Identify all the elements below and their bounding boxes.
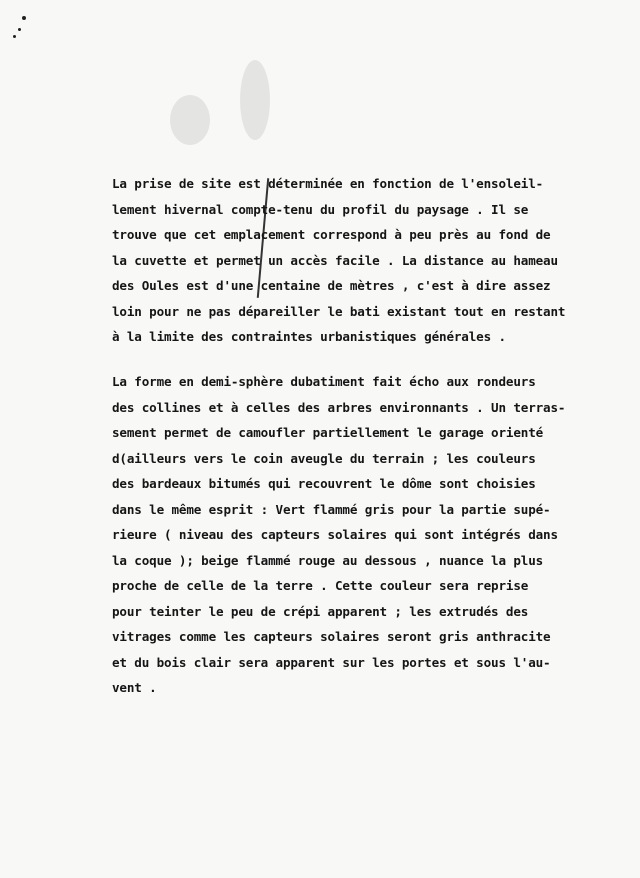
- scan-smudge: [240, 60, 270, 140]
- text-line: La prise de site est déterminée en fonction de l'ensoleil-: [112, 176, 544, 191]
- text-line: dans le même esprit : Vert flammé gris pour la partie supé-: [112, 501, 551, 517]
- text-line: proche de celle de la terre . Cette couleur sera reprise: [112, 578, 529, 593]
- text-line: la cuvette et permet un accès facile . La distance au hameau: [112, 252, 558, 268]
- paragraph-site: [112, 171, 572, 350]
- text-line: des Oules est d'une centaine de mètres , c'est à dire assez: [112, 278, 551, 293]
- ink-speck: [13, 35, 16, 38]
- text-line: la coque ); beige flammé rouge au dessous , nuance la plus: [112, 552, 544, 568]
- text-line: vitrages comme les capteurs solaires seront gris anthracite: [112, 629, 551, 644]
- paragraph-form: [112, 369, 572, 701]
- text-line: rieure ( niveau des capteurs solaires qui sont intégrés dans: [112, 527, 558, 542]
- text-line: trouve que cet emplacement correspond à peu près au fond de: [112, 227, 551, 242]
- text-line: loin pour ne pas dépareiller le bati existant tout en restant: [112, 303, 566, 319]
- text-line: des bardeaux bitumés qui recouvrent le dôme sont choisies: [112, 476, 536, 491]
- text-line: sement permet de camoufler partiellement le garage orienté: [112, 425, 544, 440]
- text-line: vent .: [112, 680, 157, 695]
- text-line: pour teinter le peu de crépi apparent ; les extrudés des: [112, 603, 529, 619]
- text-line: et du bois clair sera apparent sur les portes et sous l'au-: [112, 654, 551, 670]
- scan-smudge: [170, 95, 210, 145]
- ink-speck: [18, 28, 21, 31]
- text-line: des collines et à celles des arbres environnants . Un terras-: [112, 399, 566, 415]
- text-line: à la limite des contraintes urbanistiques générales .: [112, 329, 506, 344]
- text-line: d(ailleurs vers le coin aveugle du terrain ; les couleurs: [112, 450, 536, 466]
- text-line: La forme en demi-sphère dubatiment fait écho aux rondeurs: [112, 374, 536, 389]
- ink-speck: [22, 16, 26, 20]
- text-line: lement hivernal compte-tenu du profil du paysage . Il se: [112, 201, 529, 217]
